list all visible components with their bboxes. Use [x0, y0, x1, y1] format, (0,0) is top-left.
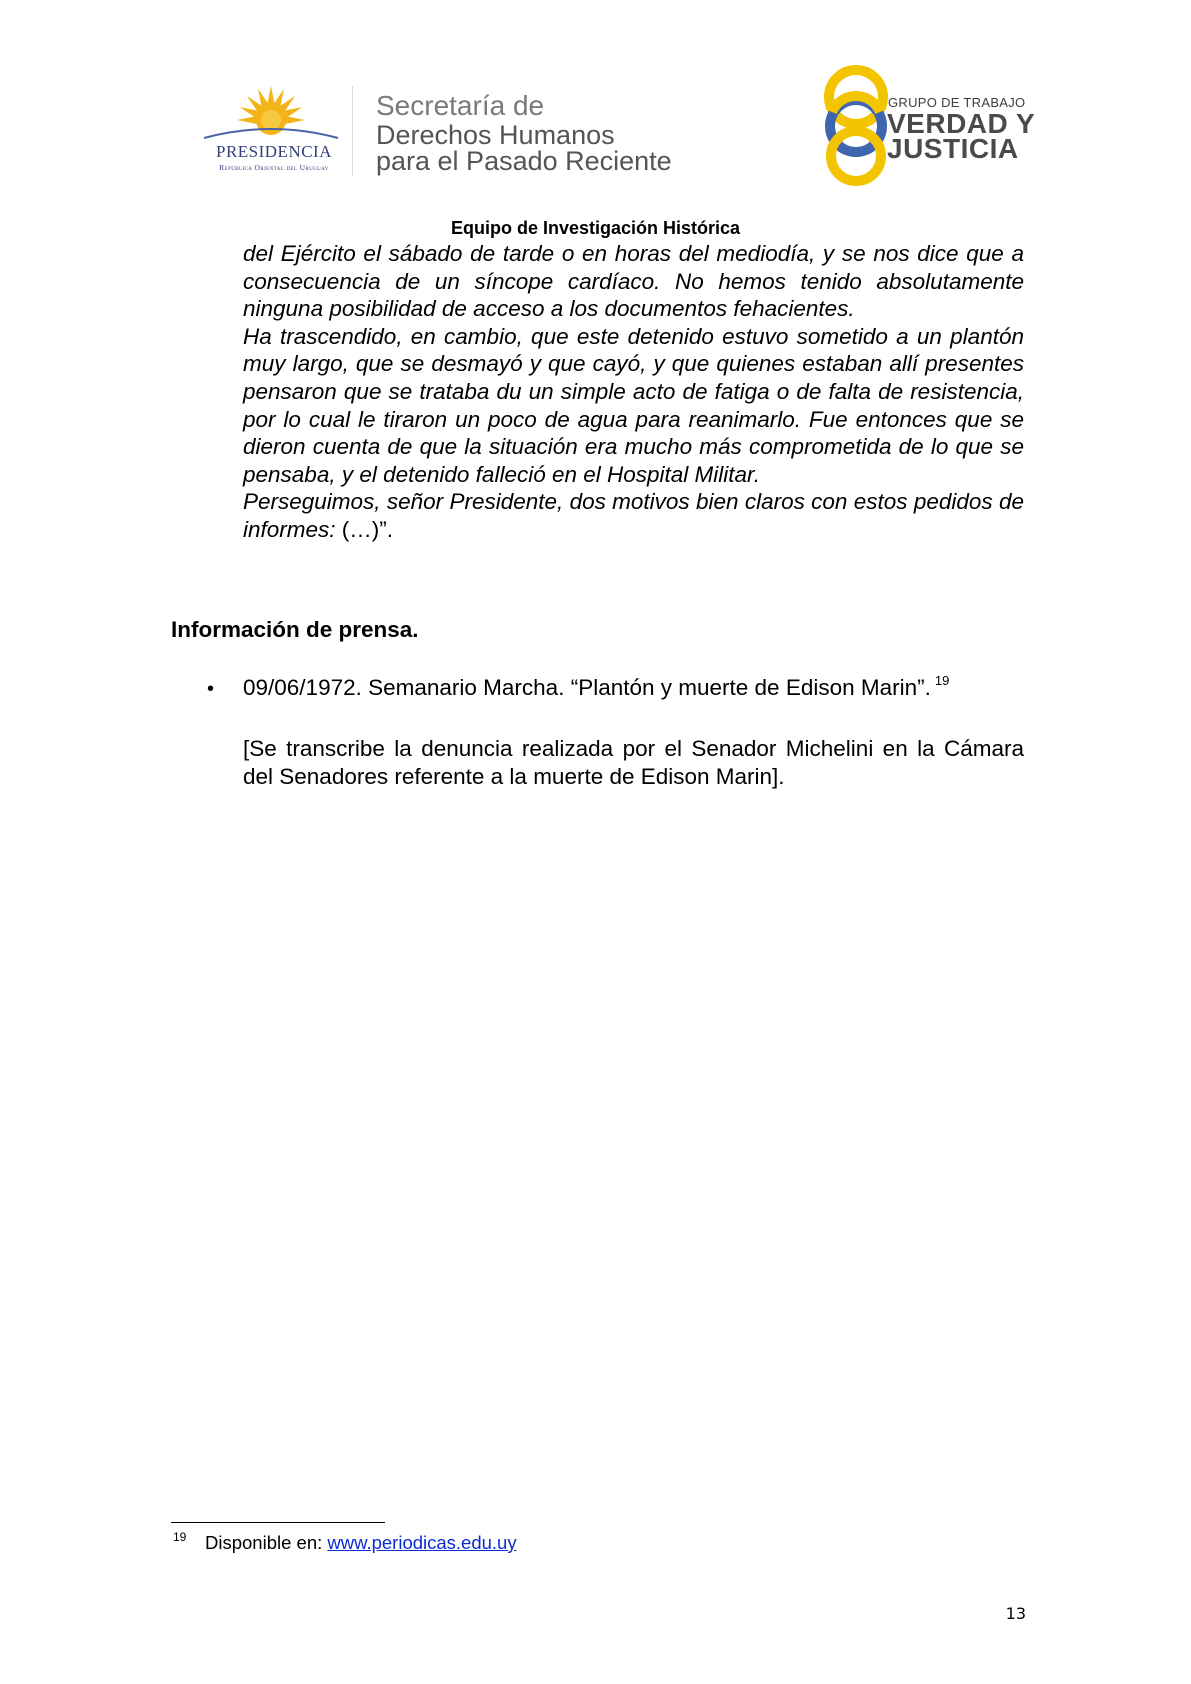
quote-paragraph [243, 488, 1024, 543]
justicia-label: JUSTICIA [887, 133, 1019, 164]
section-title: Información de prensa. [171, 617, 419, 642]
page-number: 13 [1005, 1604, 1026, 1623]
secretaria-line-3: para el Pasado Reciente [376, 146, 672, 176]
footnote-separator [171, 1522, 385, 1523]
quote-block [243, 240, 1024, 544]
footnote-text: Disponible en: [205, 1532, 328, 1553]
footnote-link[interactable]: www.periodicas.edu.uy [327, 1532, 517, 1553]
verdad-label: VERDAD Y [887, 108, 1036, 139]
press-item-text: 09/06/1972. Semanario Marcha. “Plantón y muerte de Edison Marin”. [243, 675, 931, 700]
secretaria-line-1: Secretaría de [376, 90, 545, 121]
footnote-reference[interactable]: 19 [934, 673, 950, 688]
header-divider [352, 86, 353, 176]
bullet-marker: • [207, 678, 215, 700]
team-heading: Equipo de Investigación Histórica [450, 218, 741, 238]
presidencia-subtitle: República Oriental del Uruguay [219, 163, 329, 172]
quote-paragraph-text: Perseguimos, señor Presidente, dos motivos bien claros con estos pedidos de informes: [243, 489, 1024, 542]
quote-paragraph: Ha trascendido, en cambio, que este detenido estuvo sometido a un plantón muy largo, que se desmayó y que cayó, y que quienes estaban allí presentes pensaron que se trataba du un simple acto de fatiga o de falta de resistencia, por lo cual le tiraron un poco de agua para reanimarlo. Fue entonces que se dieron cuenta de que la situación era mucho más comprometida de lo que se pensaba, y el detenido falleció en el Hospital Militar. [243, 323, 1024, 487]
grupo-trabajo-label: GRUPO DE TRABAJO [888, 95, 1026, 110]
footnote-number: 19 [173, 1530, 187, 1544]
quote-closing: (…)”. [335, 516, 394, 542]
secretaria-line-2: Derechos Humanos [376, 120, 615, 150]
verdad-justicia-rings-logo [814, 64, 898, 186]
footnote [205, 1532, 517, 1554]
press-item [243, 675, 949, 701]
presidencia-name: PRESIDENCIA [215, 142, 332, 161]
transcription-note: [Se transcribe la denuncia realizada por el Senador Michelini en la Cámara del Senadores referente a la muerte de Edison Marin]. [243, 736, 1024, 789]
quote-paragraph: del Ejército el sábado de tarde o en horas del mediodía, y se nos dice que a consecuencia de un síncope cardíaco. No hemos tenido absolutamente ninguna posibilidad de acceso a los documentos fehacientes. [243, 241, 1024, 322]
